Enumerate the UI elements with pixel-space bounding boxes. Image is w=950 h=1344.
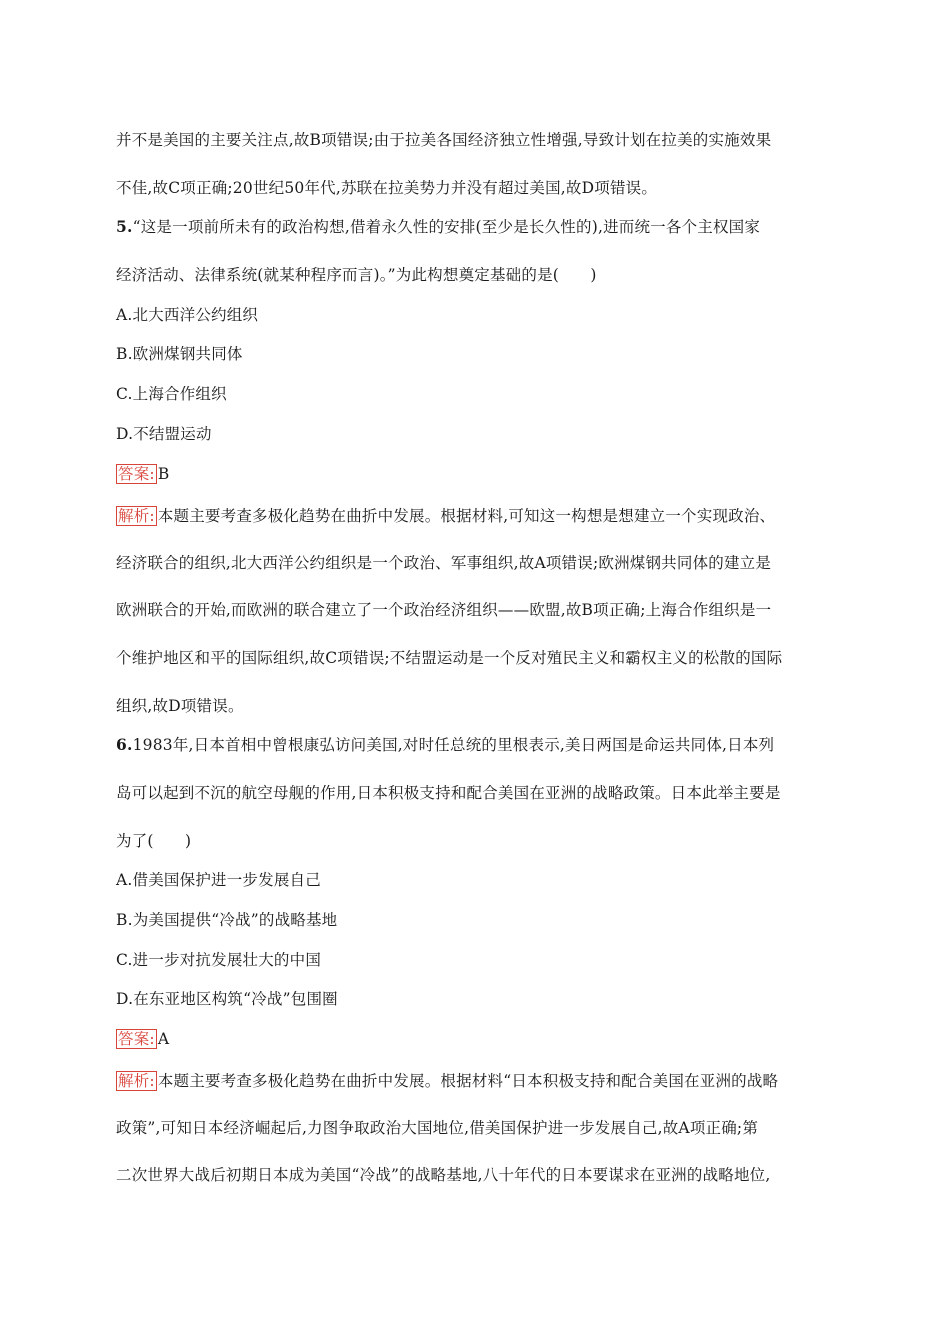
q6-option-c: C.进一步对抗发展壮大的中国 <box>116 951 322 969</box>
q6-answer <box>116 1028 836 1050</box>
q6-stem-line-1 <box>116 734 836 756</box>
q6-analysis-text: 本题主要考查多极化趋势在曲折中发展。根据材料“日本积极支持和配合美国在亚洲的战略 <box>157 1072 779 1090</box>
q6-analysis-line-3: 二次世界大战后初期日本成为美国“冷战”的战略基地,八十年代的日本要谋求在亚洲的战略地位, <box>116 1166 771 1184</box>
q5-stem-line-2: 经济活动、法律系统(就某种程序而言)。”为此构想奠定基础的是( ) <box>116 266 597 284</box>
q5-analysis-line-4: 个维护地区和平的国际组织,故C项错误;不结盟运动是一个反对殖民主义和霸权主义的松散的国际 <box>116 649 783 667</box>
q5-analysis-text: 本题主要考查多极化趋势在曲折中发展。根据材料,可知这一构想是想建立一个实现政治、 <box>157 507 776 525</box>
q6-analysis-line-1 <box>116 1070 836 1092</box>
q5-stem-text: “这是一项前所未有的政治构想,借着永久性的安排(至少是长久性的),进而统一各个主权国家 <box>132 218 761 236</box>
q5-analysis-line-2: 经济联合的组织,北大西洋公约组织是一个政治、军事组织,故A项错误;欧洲煤钢共同体的建立是 <box>116 554 772 572</box>
q5-analysis-line-5: 组织,故D项错误。 <box>116 697 244 715</box>
q5-analysis-line-1 <box>116 505 836 527</box>
q5-answer <box>116 463 836 485</box>
prev-analysis-line-1: 并不是美国的主要关注点,故B项错误;由于拉美各国经济独立性增强,导致计划在拉美的实施效果 <box>116 131 772 149</box>
q5-answer-label: 答案: <box>118 465 155 483</box>
q5-analysis-line-3: 欧洲联合的开始,而欧洲的联合建立了一个政治经济组织——欧盟,故B项正确;上海合作组织是一 <box>116 601 772 619</box>
q6-analysis-line-2: 政策”,可知日本经济崛起后,力图争取政治大国地位,借美国保护进一步发展自己,故A项正确;第 <box>116 1119 759 1137</box>
q5-stem-line-1 <box>116 216 836 238</box>
q6-stem-line-3: 为了( ) <box>116 832 192 850</box>
q5-option-b: B.欧洲煤钢共同体 <box>116 345 243 363</box>
q6-option-b: B.为美国提供“冷战”的战略基地 <box>116 911 338 929</box>
q5-analysis-label: 解析: <box>118 507 155 525</box>
prev-analysis-line-2: 不佳,故C项正确;20世纪50年代,苏联在拉美势力并没有超过美国,故D项错误。 <box>116 179 658 197</box>
q6-analysis-label: 解析: <box>118 1072 155 1090</box>
q5-option-a: A.北大西洋公约组织 <box>116 306 259 324</box>
q6-option-a: A.借美国保护进一步发展自己 <box>116 871 321 889</box>
q5-option-d: D.不结盟运动 <box>116 425 212 443</box>
q6-answer-label: 答案: <box>118 1030 155 1048</box>
q6-answer-value: A <box>157 1030 170 1048</box>
q6-stem-line-2: 岛可以起到不沉的航空母舰的作用,日本积极支持和配合美国在亚洲的战略政策。日本此举主要是 <box>116 784 781 802</box>
q5-option-c: C.上海合作组织 <box>116 385 227 403</box>
q6-number: 6. <box>116 735 133 754</box>
q6-option-d: D.在东亚地区构筑“冷战”包围圈 <box>116 990 338 1008</box>
q6-stem-text: 1983年,日本首相中曾根康弘访问美国,对时任总统的里根表示,美日两国是命运共同体,日本列 <box>132 736 775 754</box>
q5-answer-value: B <box>157 465 170 483</box>
q5-number: 5. <box>116 217 133 236</box>
